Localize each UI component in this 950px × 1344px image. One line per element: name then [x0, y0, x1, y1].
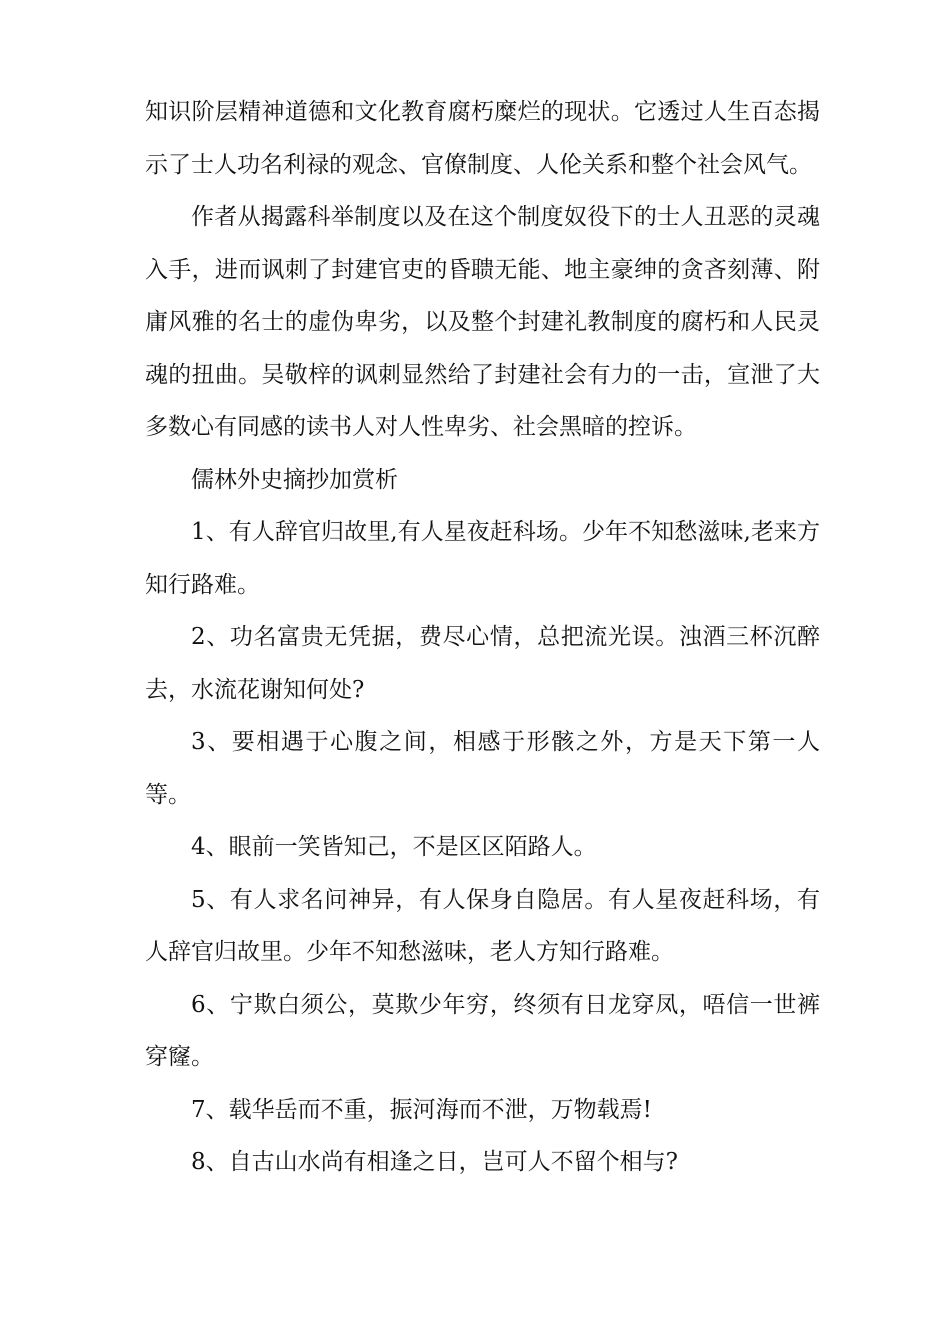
- quote-item-3: 3、要相遇于心腹之间，相感于形骸之外，方是天下第一人等。: [145, 729, 820, 808]
- quote-item-1: 1、有人辞官归故里,有人星夜赶科场。少年不知愁滋味,老来方知行路难。: [145, 519, 820, 598]
- section-heading: 儒林外史摘抄加赏析: [191, 466, 398, 493]
- paragraph-2: 作者从揭露科举制度以及在这个制度奴役下的士人丑恶的灵魂入手，进而讽刺了封建官吏的昏聩无能、地主豪绅的贪吝刻薄、附庸风雅的名士的虚伪卑劣，以及整个封建礼教制度的腐朽和人民灵魂的扭曲。吴敬梓的讽刺显然给了封建社会有力的一击，宣泄了大多数心有同感的读书人对人性卑劣、社会黑暗的控诉。: [145, 204, 820, 440]
- quote-item-7: 7、载华岳而不重，振河海而不泄，万物载焉!: [191, 1096, 652, 1123]
- quote-item-2: 2、功名富贵无凭据，费尽心情，总把流光误。浊酒三杯沉醉去，水流花谢知何处?: [145, 624, 820, 703]
- quote-item-8: 8、自古山水尚有相逢之日，岂可人不留个相与?: [191, 1149, 678, 1175]
- quote-item-4: 4、眼前一笑皆知己，不是区区陌路人。: [191, 834, 597, 860]
- quote-item-6: 6、宁欺白须公，莫欺少年穷，终须有日龙穿凤，唔信一世裤穿窿。: [145, 991, 820, 1070]
- quote-item-5: 5、有人求名问神异，有人保身自隐居。有人星夜赶科场，有人辞官归故里。少年不知愁滋味，老人方知行路难。: [145, 886, 820, 965]
- paragraph-1: 知识阶层精神道德和文化教育腐朽糜烂的现状。它透过人生百态揭示了士人功名利禄的观念、官僚制度、人伦关系和整个社会风气。: [145, 99, 820, 178]
- document-body: [145, 86, 820, 1189]
